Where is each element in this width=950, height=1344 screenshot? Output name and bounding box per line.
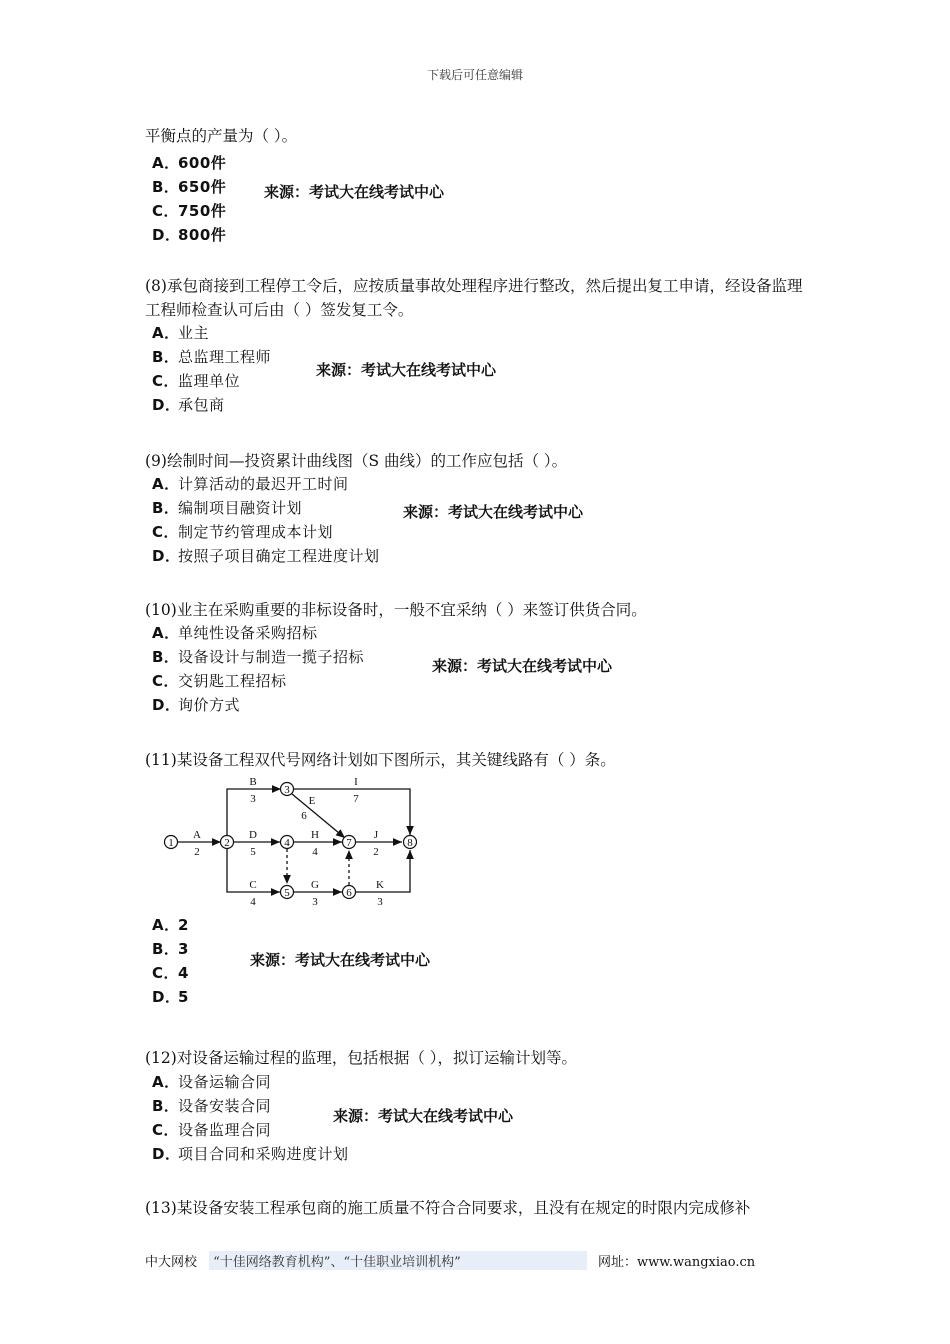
node-label-4: 4 — [284, 837, 290, 849]
activity-i-name: I — [354, 776, 358, 788]
node-label-2: 2 — [224, 837, 230, 849]
activity-b-duration: 3 — [250, 793, 256, 805]
option-a: A．2 — [152, 916, 189, 934]
option-c: C．监理单位 — [152, 372, 241, 390]
activity-c-name: C — [249, 879, 257, 891]
option-c: C．4 — [152, 964, 189, 982]
source-label: 来源：考试大在线考试中心 — [250, 951, 431, 969]
question-stem: (9)绘制时间—投资累计曲线图（S 曲线）的工作应包括（ ）。 — [145, 452, 568, 470]
node-label-1: 1 — [168, 837, 174, 849]
footer-brand: 中大网校 — [145, 1255, 198, 1270]
option-c: C．制定节约管理成本计划 — [152, 523, 334, 541]
network-diagram — [160, 772, 430, 908]
node-label-6: 6 — [346, 887, 352, 899]
option-d: D．800件 — [152, 226, 227, 244]
activity-k-name: K — [376, 879, 384, 891]
activity-d-duration: 5 — [250, 846, 256, 858]
activity-j-duration: 2 — [373, 846, 379, 858]
option-a: A．业主 — [152, 324, 210, 342]
option-d: D．承包商 — [152, 396, 225, 414]
source-label: 来源：考试大在线考试中心 — [403, 503, 584, 521]
footer-website: 网址：www.wangxiao.cn — [598, 1255, 756, 1270]
header-note: 下载后可任意编辑 — [426, 68, 523, 82]
source-label: 来源：考试大在线考试中心 — [432, 657, 613, 675]
activity-g-name: G — [311, 879, 319, 891]
activity-g-duration: 3 — [312, 896, 318, 908]
activity-a-duration: 2 — [194, 846, 200, 858]
option-b: B．编制项目融资计划 — [152, 499, 303, 517]
node-label-5: 5 — [284, 887, 290, 899]
option-a: A．600件 — [152, 154, 227, 172]
option-d: D．5 — [152, 988, 189, 1006]
node-label-7: 7 — [346, 837, 352, 849]
activity-a-name: A — [193, 829, 201, 841]
source-label: 来源：考试大在线考试中心 — [264, 183, 445, 201]
activity-b-name: B — [249, 776, 257, 788]
question-stem: (13)某设备安装工程承包商的施工质量不符合合同要求，且没有在规定的时限内完成修补 — [145, 1199, 751, 1217]
activity-j-name: J — [373, 829, 379, 841]
activity-i-duration: 7 — [353, 793, 359, 805]
option-c: C．750件 — [152, 202, 227, 220]
activity-h-name: H — [311, 829, 319, 841]
activity-c-duration: 4 — [250, 896, 256, 908]
footer-slogan: “十佳网络教育机构”、“十佳职业培训机构” — [209, 1251, 587, 1270]
activity-d-name: D — [249, 829, 257, 841]
option-c: C．交钥匙工程招标 — [152, 672, 287, 690]
activity-e-name: E — [308, 795, 316, 807]
footer — [145, 1251, 765, 1270]
option-d: D．按照子项目确定工程进度计划 — [152, 547, 380, 565]
option-b: B．设备设计与制造一揽子招标 — [152, 648, 365, 666]
option-b: B．总监理工程师 — [152, 348, 272, 366]
option-b: B．设备安装合同 — [152, 1097, 272, 1115]
option-a: A．单纯性设备采购招标 — [152, 624, 318, 642]
option-d: D．项目合同和采购进度计划 — [152, 1145, 349, 1163]
activity-k-duration: 3 — [377, 896, 383, 908]
option-b: B．650件 — [152, 178, 227, 196]
question-stem: 平衡点的产量为（ ）。 — [145, 127, 298, 145]
option-d: D．询价方式 — [152, 696, 241, 714]
node-label-3: 3 — [284, 784, 290, 796]
question-stem: (12)对设备运输过程的监理，包括根据（ ），拟订运输计划等。 — [145, 1049, 577, 1067]
option-c: C．设备监理合同 — [152, 1121, 272, 1139]
activity-h-duration: 4 — [312, 846, 318, 858]
option-b: B．3 — [152, 940, 189, 958]
node-label-8: 8 — [407, 837, 413, 849]
source-label: 来源：考试大在线考试中心 — [333, 1107, 514, 1125]
option-a: A．计算活动的最迟开工时间 — [152, 475, 349, 493]
question-stem: (11)某设备工程双代号网络计划如下图所示，其关键线路有（ ）条。 — [145, 751, 616, 769]
activity-e-duration: 6 — [301, 810, 307, 822]
question-stem: (8)承包商接到工程停工令后，应按质量事故处理程序进行整改，然后提出复工申请，经设备监理工程师检查认可后由（ ）签发复工令。 — [145, 277, 803, 319]
option-a: A．设备运输合同 — [152, 1073, 272, 1091]
source-label: 来源：考试大在线考试中心 — [316, 361, 497, 379]
question-stem: (10)业主在采购重要的非标设备时，一般不宜采纳（ ）来签订供货合同。 — [145, 601, 647, 619]
